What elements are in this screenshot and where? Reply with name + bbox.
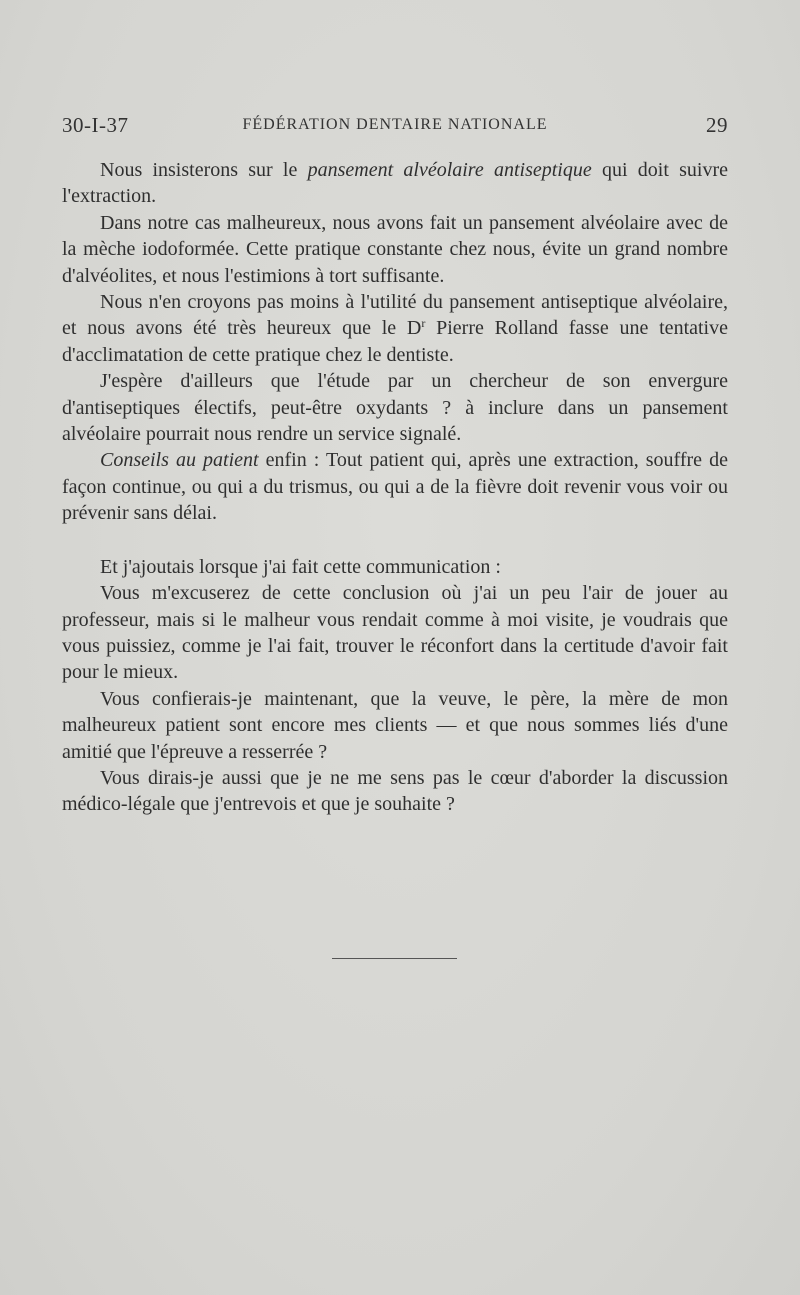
paragraph-8: Vous confierais-je maintenant, que la veuve, le père, la mère de mon malheureux patient sont encore mes clients — et que nous sommes liés d'une amitié que l'épreuve a resserrée ? (62, 687, 728, 763)
paragraph-1 (62, 157, 728, 210)
header-date: 30-I-37 (62, 113, 129, 137)
paragraph-1-text-start: Nous insisterons sur le (100, 159, 308, 181)
paragraph-3-text-end: Pierre Rolland fasse une tentative d'acclimatation de cette pratique chez le dentiste. (62, 317, 728, 366)
paragraph-1-text-end: qui doit suivre l'extraction. (62, 159, 728, 208)
running-header (62, 113, 728, 141)
end-rule-divider (332, 958, 457, 959)
doctor-abbrev-superscript: r (421, 316, 426, 331)
paragraph-3-text-start: Nous n'en croyons pas moins à l'utilité du pansement antiseptique alvéolaire, et nous avons été très heureux que le D (62, 291, 728, 340)
page-number: 29 (706, 113, 728, 137)
paragraph-5-text: enfin : Tout patient qui, après une extraction, souffre de façon continue, ou qui a du trismus, ou qui a de la fièvre doit revenir vous voir ou prévenir sans délai. (62, 449, 728, 525)
header-journal-title: FÉDÉRATION DENTAIRE NATIONALE (242, 116, 548, 133)
paragraph-7: Vous m'excuserez de cette conclusion où j'ai un peu l'air de jouer au professeur, mais si le malheur vous rendait comme à moi visite, je voudrais que vous puissiez, comme je l'ai fait, trouver le réconfort dans la certitude d'avoir fait pour le mieux. (62, 582, 728, 684)
paragraph-3 (62, 289, 728, 368)
paragraph-2: Dans notre cas malheureux, nous avons fait un pansement alvéolaire avec de la mèche iodoformée. Cette pratique constante chez nous, évite un grand nombre d'alvéolites, et nous l'estimions à tort suffisante. (62, 211, 728, 287)
paragraph-1-emphasis: pansement alvéolaire antiseptique (307, 159, 592, 181)
paragraph-9: Vous dirais-je aussi que je ne me sens pas le cœur d'aborder la discussion médico-légale que j'entrevois et que je souhaite ? (62, 766, 728, 816)
paragraph-5 (62, 447, 728, 526)
paragraph-5-emphasis: Conseils au patient (100, 449, 259, 472)
paragraph-4: J'espère d'ailleurs que l'étude par un chercheur de son envergure d'antiseptiques électifs, peut-être oxydants ? à inclure dans un pansement alvéolaire pourrait nous rendre un service signalé. (62, 370, 728, 446)
article-body (62, 157, 728, 818)
paragraph-6: Et j'ajoutais lorsque j'ai fait cette communication : (100, 555, 501, 578)
